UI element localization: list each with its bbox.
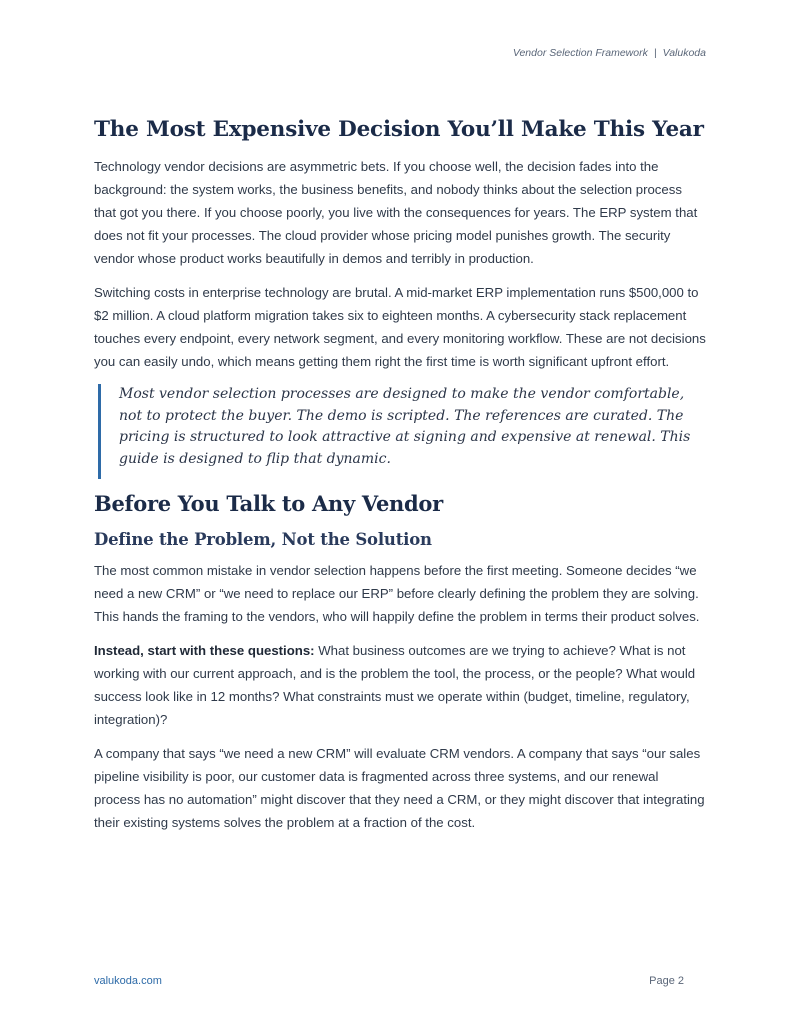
- section-heading-expensive-decision: The Most Expensive Decision You’ll Make This Year: [94, 117, 704, 142]
- pull-quote: [98, 384, 706, 479]
- footer-website-link[interactable]: valukoda.com: [94, 975, 162, 987]
- footer-page-number: Page 2: [649, 975, 684, 987]
- page-content: [94, 115, 706, 845]
- body-paragraph-questions: [94, 639, 706, 731]
- body-paragraph: A company that says “we need a new CRM” will evaluate CRM vendors. A company that says “our sales pipeline visibility is poor, our customer data is fragmented across three systems, and our renewal process has no automation” might discover that they need a CRM, or they might discover that integrating their existing systems solves the problem at a fraction of the cost.: [94, 746, 705, 830]
- header-separator: |: [653, 47, 657, 59]
- body-paragraph: The most common mistake in vendor selection happens before the first meeting. Someone decides “we need a new CRM” or “we need to replace our ERP” before clearly defining the problem they are solving. This hands the framing to the vendors, who will happily define the problem in terms their product solves.: [94, 563, 700, 624]
- header-brand: Valukoda: [662, 47, 706, 59]
- subheading-define-problem: Define the Problem, Not the Solution: [94, 530, 432, 549]
- body-paragraph: Technology vendor decisions are asymmetric bets. If you choose well, the decision fades into the background: the system works, the business benefits, and nobody thinks about the selection process that got you there. If you choose poorly, you live with the consequences for years. The ERP system that does not fit your processes. The cloud provider whose pricing model punishes growth. The security vendor whose product works beautifully in demos and terribly in production.: [94, 159, 698, 266]
- questions-text: What business outcomes are we trying to achieve? What is not working with our current approach, and is the problem the tool, the process, or the people? What would success look like in 12 months? What constraints must we operate within (budget, timeline, regulatory, integration)?: [94, 643, 696, 727]
- header-doc-title: Vendor Selection Framework: [512, 47, 648, 59]
- section-heading-before-vendor: Before You Talk to Any Vendor: [94, 491, 443, 516]
- running-header: [513, 47, 706, 59]
- pull-quote-text: Most vendor selection processes are designed to make the vendor comfortable, not to protect the buyer. The demo is scripted. The references are curated. The pricing is structured to look attractive at signing and expensive at renewal. This guide is designed to flip that dynamic.: [119, 386, 691, 467]
- body-paragraph: Switching costs in enterprise technology are brutal. A mid-market ERP implementation runs $500,000 to $2 million. A cloud platform migration takes six to eighteen months. A cybersecurity stack replacement touches every endpoint, every network segment, and every monitoring workflow. These are not decisions you can easily undo, which means getting them right the first time is worth significant upfront effort.: [94, 285, 706, 369]
- questions-lead: Instead, start with these questions:: [94, 643, 315, 658]
